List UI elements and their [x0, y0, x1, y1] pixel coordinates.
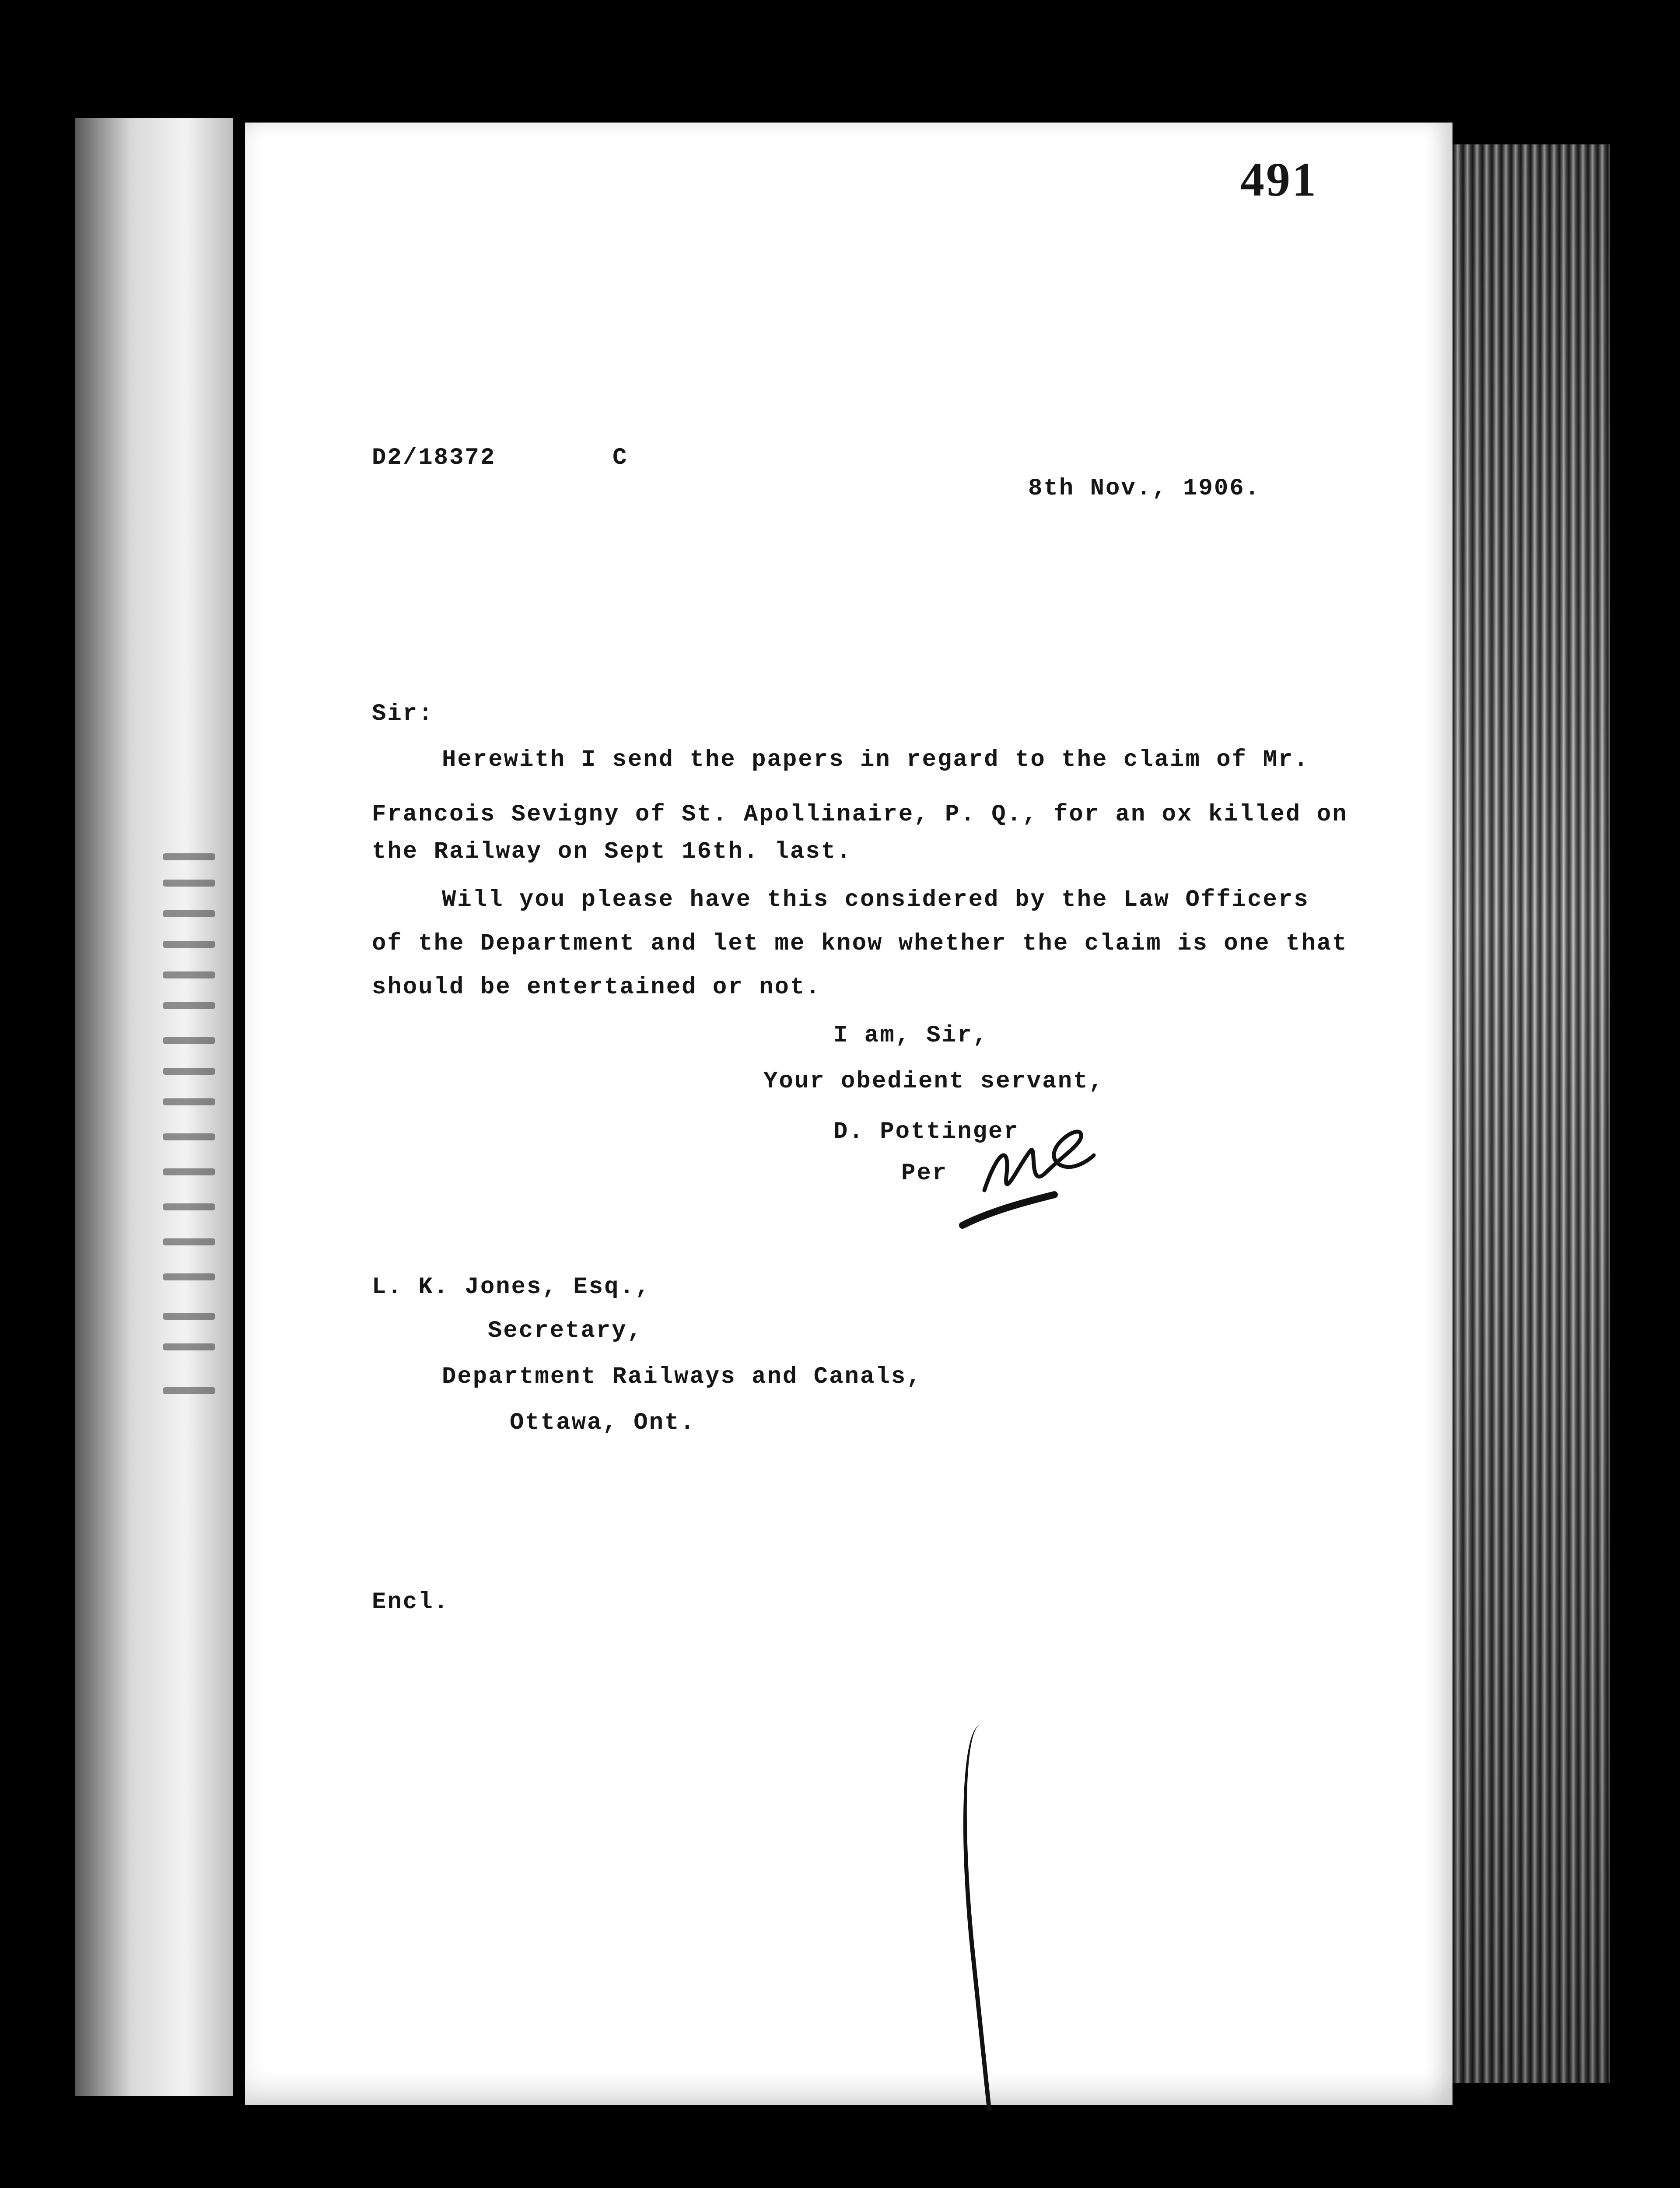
- body-line: Will you please have this considered by the Law Officers: [442, 887, 1309, 913]
- page-number: 491: [1240, 153, 1318, 206]
- adjacent-page-edge: [75, 118, 233, 2096]
- reference-mark: C: [612, 445, 628, 471]
- letter-date: 8th Nov., 1906.: [1028, 475, 1261, 502]
- handwritten-signature: [954, 1125, 1098, 1238]
- salutation: Sir:: [372, 701, 434, 727]
- per-label: Per: [901, 1160, 948, 1187]
- addressee-line: Department Railways and Canals,: [442, 1364, 922, 1390]
- body-line: Francois Sevigny of St. Apollinaire, P. Q., for an ox killed on: [372, 801, 1348, 828]
- body-line: of the Department and let me know whether the claim is one that: [372, 930, 1348, 957]
- closing-line: Your obedient servant,: [763, 1068, 1104, 1095]
- body-line: Herewith I send the papers in regard to the claim of Mr.: [442, 747, 1309, 773]
- addressee-line: Ottawa, Ont.: [510, 1410, 696, 1436]
- file-reference: D2/18372: [372, 445, 496, 471]
- letter-page: [245, 123, 1452, 2105]
- page-stack-shading: [1444, 144, 1610, 2083]
- enclosure-note: Encl.: [372, 1589, 450, 1616]
- body-line: the Railway on Sept 16th. last.: [372, 838, 852, 865]
- addressee-name: L. K. Jones, Esq.,: [372, 1274, 651, 1301]
- closing-line: I am, Sir,: [833, 1022, 989, 1049]
- addressee-line: Secretary,: [488, 1318, 643, 1344]
- signatory-name: D. Pottinger: [833, 1119, 1019, 1145]
- body-line: should be entertained or not.: [372, 974, 821, 1001]
